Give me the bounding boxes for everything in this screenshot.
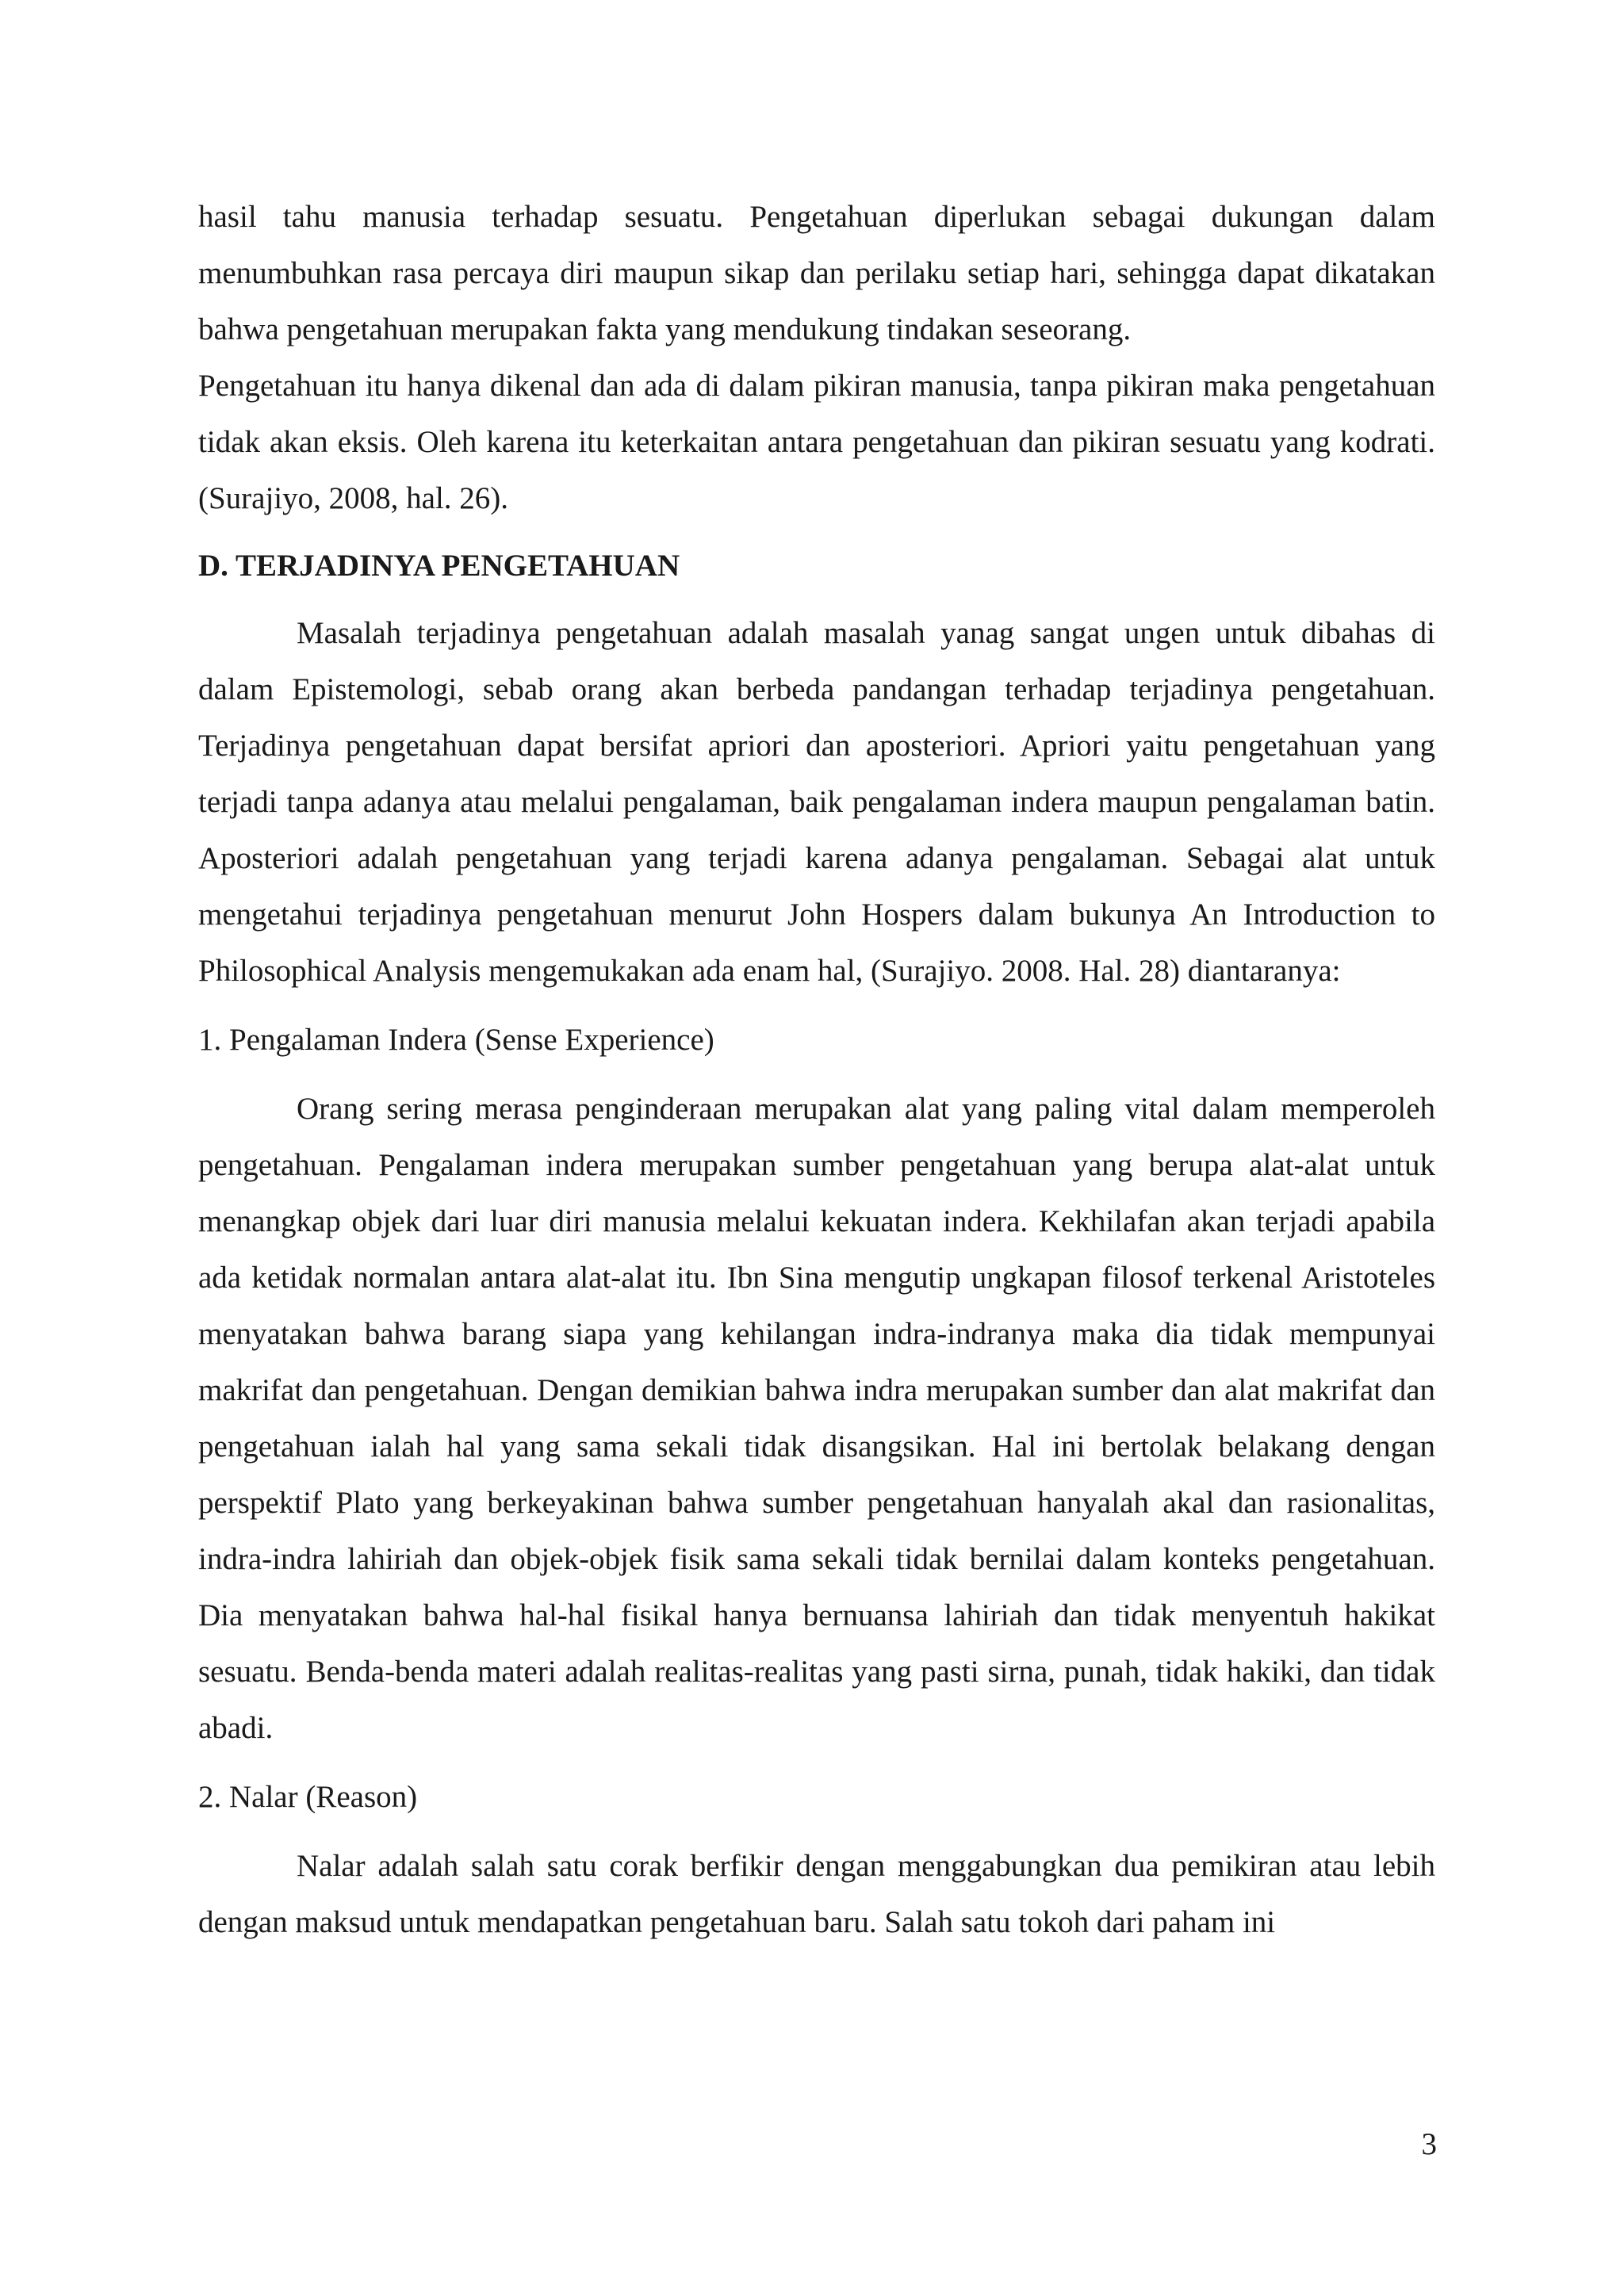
- paragraph-knowledge-result: hasil tahu manusia terhadap sesuatu. Pengetahuan diperlukan sebagai dukungan dalam menumbuhkan rasa percaya diri maupun sikap dan perilaku setiap hari, sehingga dapat dikatakan bahwa pengetahuan merupakan fakta yang mendukung tindakan seseorang.: [198, 200, 1435, 346]
- section-heading-d: D. TERJADINYA PENGETAHUAN: [198, 549, 680, 583]
- paragraph-occurrence: Masalah terjadinya pengetahuan adalah masalah yanag sangat ungen untuk dibahas di dalam Epistemologi, sebab orang akan berbeda pandangan terhadap terjadinya pengetahuan. Terjadinya pengetahuan dapat bersifat apriori dan aposteriori. Apriori yaitu pengetahuan yang terjadi tanpa adanya atau melalui pengalaman, baik pengalaman indera maupun pengalaman batin. Aposteriori adalah pengetahuan yang terjadi karena adanya pengalaman. Sebagai alat untuk mengetahui terjadinya pengetahuan menurut John Hospers dalam bukunya An Introduction to Philosophical Analysis mengemukakan ada enam hal, (Surajiyo. 2008. Hal. 28) diantaranya:: [198, 616, 1435, 988]
- subheading-sense-experience: 1. Pengalaman Indera (Sense Experience): [198, 1023, 714, 1057]
- page-number: 3: [1421, 2127, 1437, 2161]
- paragraph-reason: Nalar adalah salah satu corak berfikir dengan menggabungkan dua pemikiran atau lebih dengan maksud untuk mendapatkan pengetahuan baru. Salah satu tokoh dari paham ini: [198, 1849, 1435, 1939]
- subheading-reason: 2. Nalar (Reason): [198, 1780, 418, 1814]
- page-body: [198, 189, 1435, 1950]
- paragraph-knowledge-mind: Pengetahuan itu hanya dikenal dan ada di dalam pikiran manusia, tanpa pikiran maka pengetahuan tidak akan eksis. Oleh karena itu keterkaitan antara pengetahuan dan pikiran sesuatu yang kodrati. (Surajiyo, 2008, hal. 26).: [198, 369, 1435, 515]
- paragraph-sense-experience: Orang sering merasa penginderaan merupakan alat yang paling vital dalam memperoleh pengetahuan. Pengalaman indera merupakan sumber pengetahuan yang berupa alat-alat untuk menangkap objek dari luar diri manusia melalui kekuatan indera. Kekhilafan akan terjadi apabila ada ketidak normalan antara alat-alat itu. Ibn Sina mengutip ungkapan filosof terkenal Aristoteles menyatakan bahwa barang siapa yang kehilangan indra-indranya maka dia tidak mempunyai makrifat dan pengetahuan. Dengan demikian bahwa indra merupakan sumber dan alat makrifat dan pengetahuan ialah hal yang sama sekali tidak disangsikan. Hal ini bertolak belakang dengan perspektif Plato yang berkeyakinan bahwa sumber pengetahuan hanyalah akal dan rasionalitas, indra-indra lahiriah dan objek-objek fisik sama sekali tidak bernilai dalam konteks pengetahuan. Dia menyatakan bahwa hal-hal fisikal hanya bernuansa lahiriah dan tidak menyentuh hakikat sesuatu. Benda-benda materi adalah realitas-realitas yang pasti sirna, punah, tidak hakiki, dan tidak abadi.: [198, 1092, 1435, 1745]
